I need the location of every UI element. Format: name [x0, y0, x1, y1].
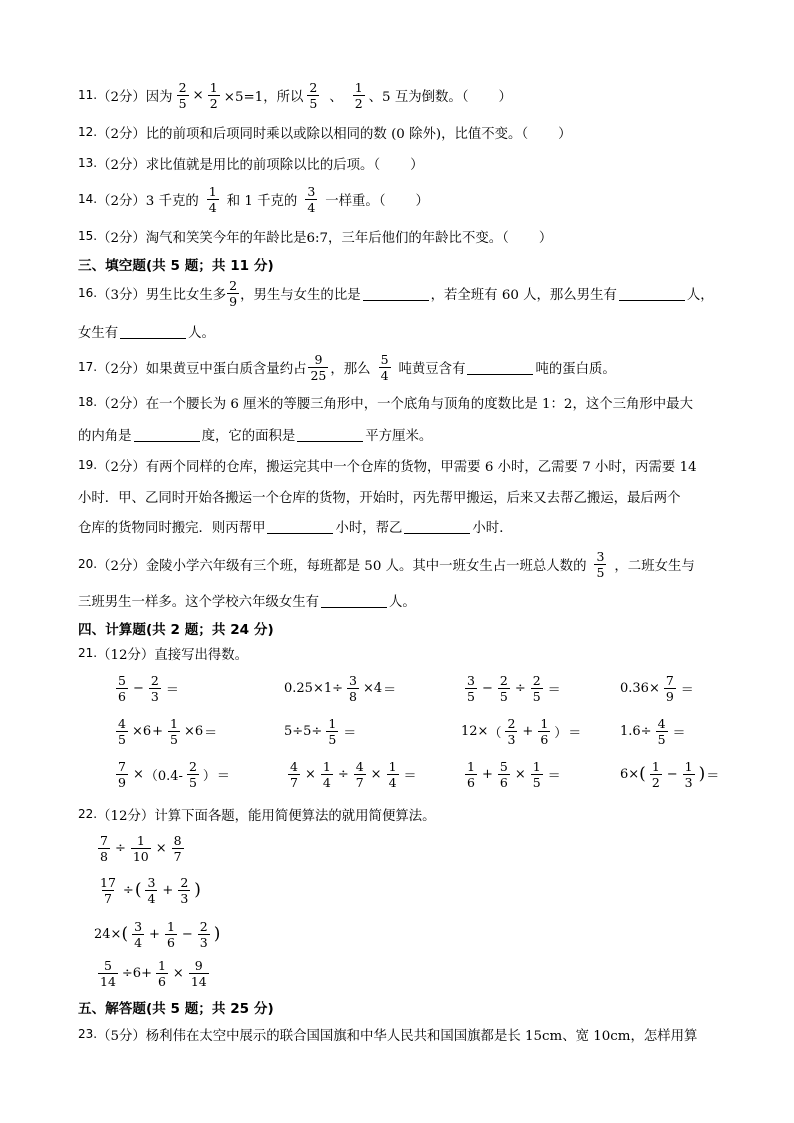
question-20: [78, 548, 754, 580]
question-18: [78, 389, 754, 415]
question-text: 三班男生一样多。这个学校六年级女生有: [78, 594, 320, 610]
answer-paren[interactable]: ）: [558, 126, 572, 142]
question-text: 小时，帮乙: [335, 520, 403, 536]
question-16: [78, 277, 754, 309]
fraction: $\frac{1}{6}$: [166, 918, 175, 950]
question-number: 16.: [78, 286, 98, 300]
question-text: 如果黄豆中蛋白质含量约占: [145, 361, 307, 377]
question-points: （3分）: [97, 287, 146, 303]
question-text: 杨利伟在太空中展示的联合国国旗和中华人民共和国国旗都是长 15cm、宽 10cm，怎样用算: [145, 1028, 698, 1044]
fraction: $\frac{7}{9}$: [118, 758, 126, 790]
fraction: $\frac{1}{5}$: [328, 715, 337, 747]
calc-item: $\frac{17}{7}$ ÷ ( $\frac{3}{4}$ + $\frac{2}{3}$ ): [100, 874, 201, 906]
section-heading: 五、解答题(共 5 题；共 25 分): [78, 1001, 274, 1017]
question-number: 15.: [78, 229, 98, 243]
fraction: $\frac{2}{5}$: [188, 758, 197, 790]
question-16-continued: [78, 318, 754, 344]
fraction: $\frac{3}{4}$: [307, 183, 316, 215]
question-text: 一样重。（: [325, 193, 386, 209]
question-points: （2分）: [97, 193, 146, 209]
answer-paren[interactable]: ）: [415, 193, 429, 209]
calc-item: $\frac{1}{6}$ + $\frac{5}{6}$ × $\frac{1}{5}$ ＝: [467, 758, 561, 790]
calc-item: $\frac{5}{14}$ ÷6+ $\frac{1}{6}$ × $\frac{9}{14}$: [100, 957, 207, 989]
fraction: $\frac{5}{6}$: [118, 672, 126, 704]
question-text: 、5 互为倒数。（: [368, 89, 469, 105]
fraction: $\frac{4}{5}$: [657, 715, 666, 747]
question-text: 比的前项和后项同时乘以或除以相同的数 (0 除外)，比值不变。（: [145, 126, 529, 142]
question-17: [78, 351, 754, 383]
question-number: 11.: [78, 88, 98, 102]
question-text: 平方厘米。: [365, 428, 433, 444]
question-text: 小时．: [472, 520, 513, 536]
question-number: 14.: [78, 192, 98, 206]
answer-paren[interactable]: ）: [410, 157, 424, 173]
calc-item: $\frac{4}{7}$ × $\frac{1}{4}$ ÷ $\frac{4}{7}$ × $\frac{1}{4}$ ＝: [290, 758, 417, 790]
answer-blank[interactable]: [467, 360, 533, 375]
fraction: $\frac{7}{8}$: [100, 832, 108, 864]
question-text: 因为: [145, 89, 173, 105]
question-number: 21.: [78, 646, 98, 660]
answer-blank[interactable]: [120, 324, 186, 339]
calc-item: 1.6÷ $\frac{4}{5}$ ＝: [620, 715, 686, 747]
question-text: 度，它的面积是: [201, 428, 296, 444]
question-points: （2分）: [97, 361, 146, 377]
fraction: $\frac{2}{9}$: [229, 277, 238, 309]
section-heading: 三、填空题(共 5 题；共 11 分): [78, 258, 274, 274]
question-number: 17.: [78, 360, 98, 374]
fraction: $\frac{1}{2}$: [651, 758, 660, 790]
question-11: [78, 79, 754, 111]
fraction: $\frac{7}{9}$: [665, 672, 674, 704]
question-points: （2分）: [97, 230, 146, 246]
fraction: $\frac{4}{7}$: [290, 758, 298, 790]
fraction: $\frac{1}{6}$: [467, 758, 475, 790]
question-14: [78, 183, 754, 215]
calc-item: 12× （ $\frac{2}{3}$ + $\frac{1}{6}$ ） ＝: [461, 715, 582, 747]
answer-blank[interactable]: [404, 519, 470, 534]
question-number: 12.: [78, 125, 98, 139]
question-points: （2分）: [97, 126, 146, 142]
question-text: 人。: [389, 594, 416, 610]
question-text: 3 千克的: [145, 193, 199, 209]
question-text: 在一个腰长为 6 厘米的等腰三角形中，一个底角与顶角的度数比是 1：2，这个三角形中最大: [145, 396, 693, 412]
question-number: 13.: [78, 156, 98, 170]
fraction: $\frac{1}{2}$: [209, 79, 218, 111]
question-21: [78, 640, 754, 666]
fraction: $\frac{3}{4}$: [134, 918, 143, 950]
calc-item: 0.36× $\frac{7}{9}$ ＝: [620, 672, 694, 704]
fraction: $\frac{9}{14}$: [190, 957, 207, 989]
fraction: $\frac{3}{5}$: [467, 672, 475, 704]
answer-paren[interactable]: ）: [498, 89, 512, 105]
question-text: ，那么: [330, 361, 371, 377]
question-text: 、: [329, 89, 343, 105]
fraction: $\frac{2}{3}$: [180, 874, 189, 906]
question-text: 的内角是: [78, 428, 132, 444]
question-text: 求比值就是用比的前项除以比的后项。（: [145, 157, 381, 173]
fraction: $\frac{5}{4}$: [380, 351, 389, 383]
fraction: $\frac{1}{5}$: [170, 715, 178, 747]
question-text: 金陵小学六年级有三个班，每班都是 50 人。其中一班女生占一班总人数的: [145, 558, 587, 574]
fraction: $\frac{2}{5}$: [499, 672, 508, 704]
fraction: $\frac{3}{5}$: [596, 548, 605, 580]
question-text: ，男生与女生的比是: [240, 287, 361, 303]
fraction: $\frac{2}{5}$: [178, 79, 187, 111]
question-text: 吨黄豆含有: [398, 361, 466, 377]
question-18-continued: [78, 421, 754, 447]
calc-item: $\frac{7}{9}$ × （0.4- $\frac{2}{5}$ ） ＝: [118, 758, 230, 790]
question-points: （2分）: [97, 157, 146, 173]
question-number: 20.: [78, 557, 98, 571]
question-text: 淘气和笑笑今年的年龄比是6:7，三年后他们的年龄比不变。（: [145, 230, 509, 246]
fraction: $\frac{2}{3}$: [150, 672, 159, 704]
question-text: 有两个同样的仓库，搬运完其中一个仓库的货物，甲需要 6 小时，乙需要 7 小时，丙需要 14: [145, 459, 697, 475]
fraction: $\frac{1}{10}$: [132, 832, 149, 864]
answer-blank[interactable]: [297, 427, 363, 442]
question-15: [78, 223, 754, 249]
question-number: 19.: [78, 458, 98, 472]
question-text: ×5=1，所以: [223, 89, 304, 105]
question-19-continued: [78, 483, 754, 509]
question-12: [78, 119, 754, 145]
question-19: [78, 452, 754, 478]
question-points: （2分）: [97, 558, 146, 574]
question-points: （2分）: [97, 396, 146, 412]
fraction: $\frac{3}{8}$: [349, 672, 357, 704]
question-points: （12分）: [97, 647, 155, 663]
calc-item: 5÷5÷ $\frac{1}{5}$ ＝: [284, 715, 357, 747]
fraction: $\frac{3}{4}$: [147, 874, 156, 906]
question-points: （2分）: [97, 459, 146, 475]
calc-item: $\frac{4}{5}$ ×6 + $\frac{1}{5}$ ×6 ＝: [118, 715, 218, 747]
question-points: （5分）: [97, 1028, 146, 1044]
fraction: $\frac{1}{4}$: [322, 758, 331, 790]
fraction: $\frac{1}{5}$: [532, 758, 541, 790]
question-points: （2分）: [97, 89, 146, 105]
question-text: 男生比女生多: [145, 287, 227, 303]
question-text: 人，: [686, 287, 714, 303]
question-number: 22.: [78, 807, 98, 821]
section-heading: 四、计算题(共 2 题；共 24 分): [78, 622, 274, 638]
question-20-continued: [78, 587, 754, 613]
fraction: $\frac{1}{6}$: [540, 715, 549, 747]
fraction: $\frac{8}{7}$: [173, 832, 182, 864]
fraction: $\frac{5}{14}$: [100, 957, 116, 989]
question-13: [78, 150, 754, 176]
fraction: $\frac{1}{4}$: [208, 183, 217, 215]
answer-paren[interactable]: ）: [538, 230, 553, 246]
question-19-continued-2: [78, 513, 754, 539]
answer-blank[interactable]: [134, 427, 200, 442]
question-22: [78, 801, 754, 827]
question-text: 吨的蛋白质。: [535, 361, 616, 377]
question-text: 女生有: [78, 325, 119, 341]
fraction: $\frac{4}{7}$: [355, 758, 364, 790]
fraction: $\frac{1}{6}$: [157, 957, 166, 989]
calc-item: 0.25×1÷ $\frac{3}{8}$ ×4 ＝: [284, 672, 397, 704]
answer-blank[interactable]: [363, 286, 429, 301]
answer-blank[interactable]: [321, 593, 387, 608]
calc-item: 6× ( $\frac{1}{2}$ − $\frac{1}{3}$ ) ＝: [620, 758, 720, 790]
fraction: $\frac{5}{6}$: [499, 758, 508, 790]
question-text: ，若全班有 60 人，那么男生有: [430, 287, 617, 303]
answer-blank[interactable]: [267, 519, 333, 534]
fraction: $\frac{17}{7}$: [100, 874, 116, 906]
fraction: $\frac{2}{3}$: [199, 918, 208, 950]
fraction: $\frac{2}{5}$: [309, 79, 318, 111]
question-text: 人。: [188, 325, 215, 341]
question-number: 23.: [78, 1027, 98, 1041]
question-text: 仓库的货物同时搬完．则丙帮甲: [78, 520, 266, 536]
question-number: 18.: [78, 395, 98, 409]
fraction: $\frac{2}{5}$: [532, 672, 541, 704]
calc-item: 24× ( $\frac{3}{4}$ + $\frac{1}{6}$ − $\frac{2}{3}$ ): [94, 918, 221, 950]
calc-item: $\frac{3}{5}$ − $\frac{2}{5}$ ÷ $\frac{2}{5}$ ＝: [467, 672, 561, 704]
fraction: $\frac{1}{3}$: [684, 758, 693, 790]
question-points: （12分）: [97, 808, 155, 824]
fraction: $\frac{1}{4}$: [388, 758, 397, 790]
question-text: 计算下面各题，能用简便算法的就用简便算法。: [154, 808, 436, 824]
question-23: [78, 1021, 754, 1047]
answer-blank[interactable]: [619, 286, 685, 301]
fraction: $\frac{1}{2}$: [354, 79, 363, 111]
calc-item: $\frac{7}{8}$ ÷ $\frac{1}{10}$ × $\frac{8}{7}$: [100, 832, 182, 864]
fraction: $\frac{9}{25}$: [310, 351, 327, 383]
times-sign: ×: [192, 87, 204, 103]
question-text: 直接写出得数。: [154, 647, 249, 663]
calc-item: $\frac{5}{6}$ − $\frac{2}{3}$ ＝: [118, 672, 179, 704]
fraction: $\frac{4}{5}$: [118, 715, 126, 747]
fraction: $\frac{2}{3}$: [507, 715, 516, 747]
question-text: 小时．甲、乙同时开始各搬运一个仓库的货物，开始时，丙先帮甲搬运，后来又去帮乙搬运，最后两个: [78, 490, 681, 506]
question-text: ，二班女生与: [614, 558, 695, 574]
question-text: 和 1 千克的: [226, 193, 298, 209]
